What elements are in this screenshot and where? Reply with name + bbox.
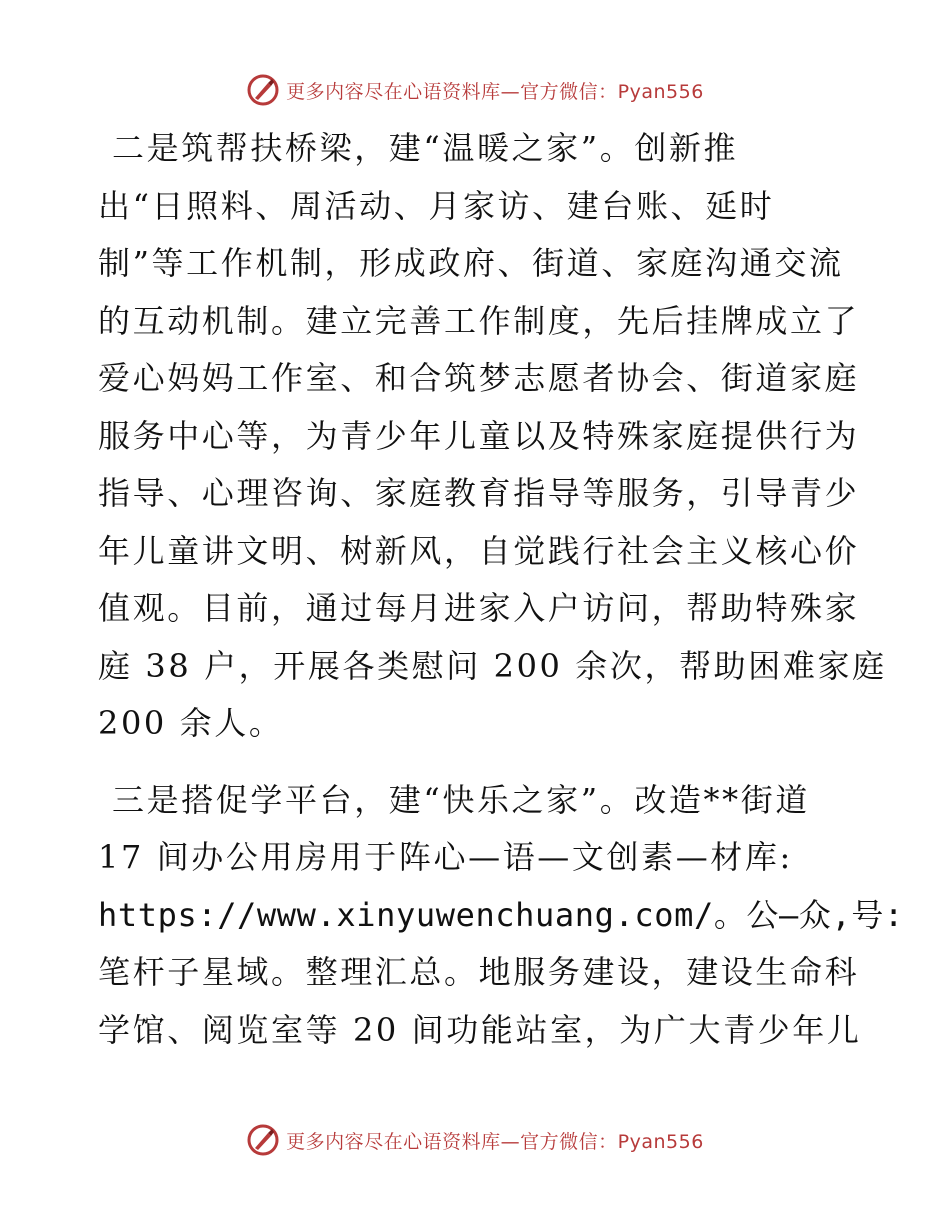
text-line: 200 余人。 xyxy=(98,704,284,742)
watermark-banner-top xyxy=(0,70,950,110)
text-line: 出“日照料、周活动、月家访、建台账、延时 xyxy=(98,186,775,225)
pen-circle-logo-icon xyxy=(246,1123,280,1157)
watermark-text: 更多内容尽在心语资料库—官方微信：Pyan556 xyxy=(286,80,704,103)
watermark-text: 更多内容尽在心语资料库—官方微信：Pyan556 xyxy=(286,1130,704,1153)
text-line: 年儿童讲文明、树新风，自觉践行社会主义核心价 xyxy=(98,531,860,570)
text-line: 服务中心等，为青少年儿童以及特殊家庭提供行为 xyxy=(98,416,860,455)
text-line: 三是搭促学平台，建“快乐之家”。改造**街道 xyxy=(112,780,810,819)
watermark-banner-bottom xyxy=(0,1120,950,1160)
text-line: 学馆、阅览室等 20 间功能站室，为广大青少年儿 xyxy=(98,1010,862,1049)
text-line: 爱心妈妈工作室、和合筑梦志愿者协会、街道家庭 xyxy=(98,359,860,397)
text-line: 的互动机制。建立完善工作制度，先后挂牌成立了 xyxy=(98,301,860,340)
url-text-line: https://www.xinyuwenchuang.com/。公—众,号: xyxy=(98,895,904,934)
pen-circle-logo-icon xyxy=(246,73,280,107)
text-line: 17 间办公用房用于阵心—语—文创素—材库: xyxy=(98,838,793,876)
document-body xyxy=(98,120,904,1059)
text-line: 值观。目前，通过每月进家入户访问，帮助特殊家 xyxy=(98,589,860,627)
text-line: 制”等工作机制，形成政府、街道、家庭沟通交流 xyxy=(98,244,844,282)
text-line: 笔杆子星域。整理汇总。地服务建设，建设生命科 xyxy=(98,953,860,991)
text-line: 二是筑帮扶桥梁，建“温暖之家”。创新推 xyxy=(112,129,739,167)
text-line: 庭 38 户，开展各类慰问 200 余次，帮助困难家庭 xyxy=(98,646,887,685)
text-line: 指导、心理咨询、家庭教育指导等服务，引导青少 xyxy=(98,474,860,512)
paragraph-warm-home xyxy=(98,120,887,753)
paragraph-happy-home xyxy=(98,772,904,1060)
